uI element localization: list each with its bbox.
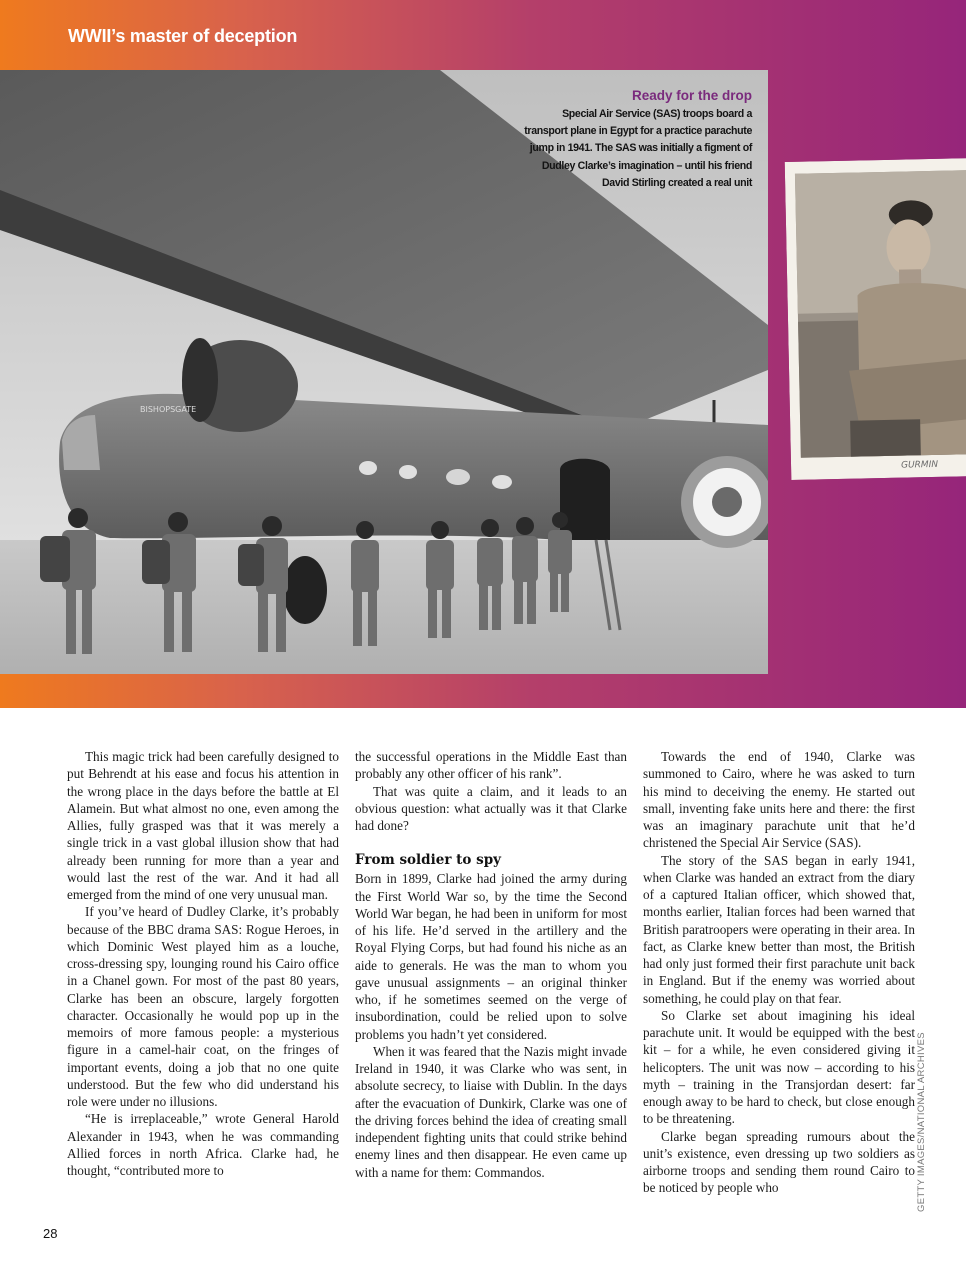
paragraph: This magic trick had been carefully designed to put Behrendt at his ease and focus his attention in the wrong place in the days before the battle at El Alamein. But what almost no one, even among the Allies, fully grasped was that it was merely a single trick in a vast global illusion show that had already been running for more than a year and would last the rest of the war. And it had all emerged from the mind of one very unusual man. (67, 749, 339, 902)
paragraph: So Clarke set about imagining his ideal parachute unit. It would be equipped with the best kit – for a while, he even considered giving it helicopters. The unit was now – according to his myth – training in the Transjordan desert: far enough away to be hard to check, but close enough to be threatening. (643, 1007, 915, 1127)
paragraph: If you’ve heard of Dudley Clarke, it’s probably because of the BBC drama SAS: Rogue Heroes, in which Dominic West played him as a louche, cross-dressing spy, lounging round his Cairo office in a Chanel gown. For most of the past 80 years, Clarke has been an obscure, largely forgotten character. Occasionally he would pop up in the memoirs of more famous people: a mysterious figure in a camel-hair coat, on the fringes of important events, doing a job that no one quite understood. But the few who did understand his role were under no illusions. (67, 904, 339, 1109)
paragraph: That was quite a claim, and it leads to an obvious question: what actually was it that Clarke had done? (355, 783, 627, 833)
article-column-2 (355, 748, 627, 1181)
photo-credit: GETTY IMAGES/NATIONAL ARCHIVES (916, 1032, 927, 1212)
paragraph: When it was feared that the Nazis might invade Ireland in 1940, it was Clarke who was sent, in absolute secrecy, to liaise with Dublin. In the days after the evacuation of Dunkirk, Clarke was one of the driving forces behind the idea of creating small independent fighting units that could strike behind enemy lines and then disappear. He even came up with a name for them: Commandos. (355, 1043, 627, 1180)
paragraph: Towards the end of 1940, Clarke was summoned to Cairo, where he was asked to turn his mind to deceiving the enemy. He started out small, inventing fake units here and there: the first was an imaginary parachute unit that he’d christened the Special Air Service (SAS). (643, 749, 915, 851)
section-title: WWII’s master of deception (68, 26, 298, 46)
caption-body: Special Air Service (SAS) troops board a transport plane in Egypt for a practice parachute jump in 1941. The SAS was initially a figment of Dudley Clarke’s imagination – until his friend David Stirling created a real unit (524, 108, 752, 189)
photo-caption (522, 88, 752, 192)
subheading: From soldier to spy (355, 852, 501, 869)
clarke-portrait-photo (785, 158, 966, 480)
portrait-handwriting: GURMIN (900, 459, 939, 471)
plane-marking: BISHOPSGATE (140, 405, 197, 414)
article-column-1 (67, 748, 339, 1179)
article-column-3 (643, 748, 915, 1197)
paragraph: Clarke began spreading rumours about the unit’s existence, even dressing up two soldiers as airborne troops and sending them round Cairo to be noticed by people who (643, 1128, 915, 1196)
paragraph: The story of the SAS began in early 1941, when Clarke was handed an extract from the diary of a captured Italian officer, which showed that, months earlier, Italian forces had been warned that British paratroopers were operating in their area. In fact, as Clarke knew better than most, the British had only just formed their first parachute unit back in England. But if the enemy was worried about something, he could play on that fear. (643, 852, 915, 1006)
caption-title: Ready for the drop (631, 88, 752, 103)
page-number: 28 (43, 1226, 58, 1241)
paragraph: the successful operations in the Middle East than probably any other officer of his rank”. (355, 749, 627, 782)
paragraph: Born in 1899, Clarke had joined the army during the First World War so, by the time the Second World War began, he had been in uniform for most of his life. He’d served in the artillery and the Royal Flying Corps, but had found his niche as an aide to generals. He was the man to whom you gave unusual assignments – an original thinker who, if he sometimes seemed on the verge of insubordination, could be relied upon to solve problems you hadn’t yet considered. (355, 871, 627, 1042)
paragraph: “He is irreplaceable,” wrote General Harold Alexander in 1943, when he was commanding Allied forces in north Africa. Clarke had, he thought, “contributed more to (67, 1111, 339, 1178)
